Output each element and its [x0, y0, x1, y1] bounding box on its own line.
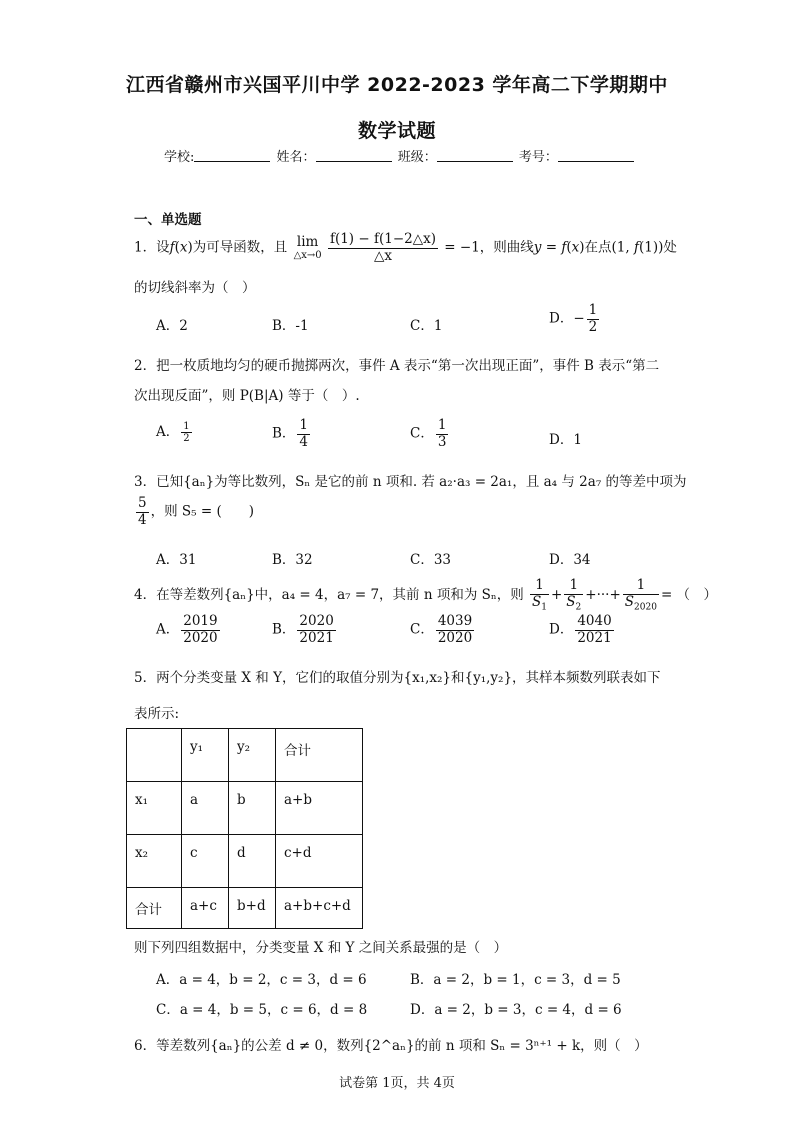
q4-sum-tail: = （ ） [660, 586, 718, 603]
q4-a-fraction [181, 614, 219, 646]
q1-fraction [328, 232, 438, 264]
q4-c-den: 2020 [437, 629, 473, 646]
table-cell [127, 729, 182, 782]
q2-b-num: 1 [299, 417, 309, 433]
q4-d-label: D． [549, 621, 574, 638]
table-cell: x₂ [127, 835, 182, 888]
name-blank[interactable] [316, 149, 392, 162]
q4-a-label: A． [156, 621, 180, 638]
q2-c-num: 1 [437, 417, 447, 433]
q5-option-b[interactable]: B．a = 2，b = 1，c = 3，d = 5 [410, 972, 621, 988]
table-cell: b+d [229, 888, 276, 929]
q5-option-c[interactable]: C．a = 4，b = 5，c = 6，d = 8 [156, 1002, 368, 1018]
exam-title-line2: 数学试题 [357, 120, 436, 142]
table-cell: 合计 [127, 888, 182, 929]
q3-fraction [136, 496, 149, 528]
q1-option-b[interactable]: B．-1 [272, 318, 309, 334]
q4-text: 4．在等差数列{aₙ}中，a₄ = 4，a₇ = 7，其前 n 项和为 Sₙ，则 [134, 586, 524, 603]
q5-option-a[interactable]: A．a = 4，b = 2，c = 3，d = 6 [156, 972, 367, 988]
q1-prefix: 1．设 [134, 239, 170, 256]
q3-option-c[interactable]: C．33 [410, 552, 452, 568]
q3-option-d[interactable]: D．34 [549, 552, 591, 568]
exam-title-line1: 江西省赣州市兴国平川中学 2022-2023 学年高二下学期期中 [126, 74, 668, 96]
q3-option-b[interactable]: B．32 [272, 552, 313, 568]
q1-text-c: 在点 [584, 239, 612, 256]
question-2-line2: 次出现反面”，则 P(B|A) 等于（ ）. [134, 388, 360, 404]
q4-b-fraction [297, 614, 335, 646]
q4-term1: $\frac{1}{S_1}$ [532, 577, 547, 613]
q1-text-d: 处 [663, 239, 677, 256]
table-cell: x₁ [127, 782, 182, 835]
page-footer: 试卷第 1页，共 4页 [339, 1076, 455, 1091]
q2-option-b[interactable] [272, 418, 312, 450]
contingency-table [126, 728, 363, 929]
number-blank[interactable] [558, 149, 634, 162]
q1-option-a[interactable]: A．2 [156, 318, 188, 334]
table-cell: d [229, 835, 276, 888]
q2-option-d[interactable]: D．1 [549, 432, 582, 448]
q1-d-num: 1 [588, 302, 598, 318]
table-cell: a+b+c+d [276, 888, 363, 929]
q2-option-a[interactable] [156, 420, 194, 445]
q4-b-num: 2020 [299, 613, 334, 629]
table-cell: y₁ [182, 729, 229, 782]
q4-c-label: C． [410, 621, 434, 638]
question-3-line1: 3．已知{aₙ}为等比数列，Sₙ 是它的前 n 项和. 若 a₂·a₃ = 2a₁，且 a₄ 与 2a₇ 的等差中项为 [134, 474, 687, 490]
q4-c-num: 4039 [437, 613, 473, 629]
question-4-line1: 4．在等差数列{aₙ}中，a₄ = 4，a₇ = 7，其前 n 项和为 Sₙ，则 $\frac{1}{S_1}$ + $\frac{1}{S_2}$ +···+ $\frac{1}{S_{2020}}$ = （ ） [134, 577, 718, 613]
section-heading: 一、单选题 [134, 212, 202, 228]
q3-frac-den: 4 [138, 511, 147, 528]
q5-option-d[interactable]: D．a = 2，b = 3，c = 4，d = 6 [410, 1002, 622, 1018]
table-cell: b [229, 782, 276, 835]
question-1-line2: 的切线斜率为（ ） [134, 280, 256, 296]
q1-lim-word: lim [296, 233, 319, 250]
q2-a-den: 2 [183, 433, 190, 444]
q4-b-label: B． [272, 621, 296, 638]
school-label: 学校: [164, 150, 195, 165]
q1-d-label: D． [549, 310, 574, 327]
q4-term2: $\frac{1}{S_2}$ [566, 577, 582, 613]
q4-option-b[interactable] [272, 614, 338, 646]
q4-d-fraction [575, 614, 613, 646]
table-cell: a+b [276, 782, 363, 835]
q1-d-sign: − [573, 310, 585, 327]
q3-frac-num: 5 [138, 495, 147, 511]
q1-frac-den: △x [373, 247, 392, 264]
question-2-line1: 2．把一枚质地均匀的硬币抛掷两次，事件 A 表示“第一次出现正面”，事件 B 表示“第二 [134, 358, 660, 374]
q2-b-fraction [297, 418, 310, 450]
table-row [127, 729, 363, 782]
question-5-prompt: 则下列四组数据中，分类变量 X 和 Y 之间关系最强的是（ ） [134, 940, 508, 956]
q2-b-den: 4 [299, 433, 309, 450]
q4-a-den: 2020 [183, 629, 218, 646]
question-6-line1: 6．等差数列{aₙ}的公差 d ≠ 0，数列{2^aₙ}的前 n 项和 Sₙ = 3ⁿ⁺¹ + k，则（ ） [134, 1038, 648, 1054]
q1-text-a: 为可导函数，且 [192, 239, 288, 256]
question-1-line1: 1．设f(x)为可导函数，且 lim △x→0 $\frac{f(1) - f(1-2\triangle x)}{\triangle x}$ = −1，则曲线y = f(x)在点(1, f(1))处 [134, 231, 677, 264]
q2-option-c[interactable] [410, 418, 450, 450]
q1-frac-num: f(1) − f(1−2△x) [329, 231, 436, 247]
class-label: 班级： [397, 150, 437, 165]
table-cell: y₂ [229, 729, 276, 782]
q1-option-c[interactable]: C．1 [410, 318, 443, 334]
student-info-line [164, 146, 636, 165]
q4-option-d[interactable] [549, 614, 616, 646]
table-cell: a+c [182, 888, 229, 929]
table-cell: a [182, 782, 229, 835]
number-label: 考号： [518, 150, 558, 165]
table-cell: c [182, 835, 229, 888]
question-3-line2 [134, 496, 254, 528]
q4-d-den: 2021 [577, 629, 612, 646]
q3-option-a[interactable]: A．31 [156, 552, 197, 568]
table-cell: 合计 [276, 729, 363, 782]
q1-lim-sub: △x→0 [293, 250, 322, 262]
q2-a-label: A． [156, 424, 180, 440]
q2-c-den: 3 [437, 433, 447, 450]
table-row [127, 782, 363, 835]
q1-lim [294, 235, 322, 262]
q1-d-den: 2 [588, 318, 598, 335]
q2-c-label: C． [410, 425, 434, 442]
q4-option-c[interactable] [410, 614, 476, 646]
q3-line2-tail: ，则 S₅ = ( ) [150, 503, 254, 520]
table-cell: c+d [276, 835, 363, 888]
q4-option-a[interactable] [156, 614, 222, 646]
q4-b-den: 2021 [299, 629, 334, 646]
q4-d-num: 4040 [577, 613, 612, 629]
name-label: 姓名： [276, 150, 316, 165]
table-row [127, 888, 363, 929]
q1-d-fraction [587, 303, 600, 335]
question-5-line2: 表所示: [134, 706, 180, 722]
q2-a-fraction [181, 421, 191, 445]
table-row [127, 835, 363, 888]
q2-c-fraction [436, 418, 449, 450]
q2-a-num: 1 [183, 420, 190, 432]
class-blank[interactable] [437, 149, 513, 162]
q1-option-d[interactable] [549, 303, 601, 335]
q4-c-fraction [436, 614, 474, 646]
q2-b-label: B． [272, 425, 296, 442]
q1-text-b: = −1，则曲线 [444, 239, 534, 256]
q4-term-last: $\frac{1}{S_{2020}}$ [624, 577, 657, 613]
school-blank[interactable] [194, 149, 270, 162]
q4-a-num: 2019 [183, 613, 218, 629]
question-5-line1: 5．两个分类变量 X 和 Y，它们的取值分别为{x₁,x₂}和{y₁,y₂}，其样本频数列联表如下 [134, 670, 661, 686]
